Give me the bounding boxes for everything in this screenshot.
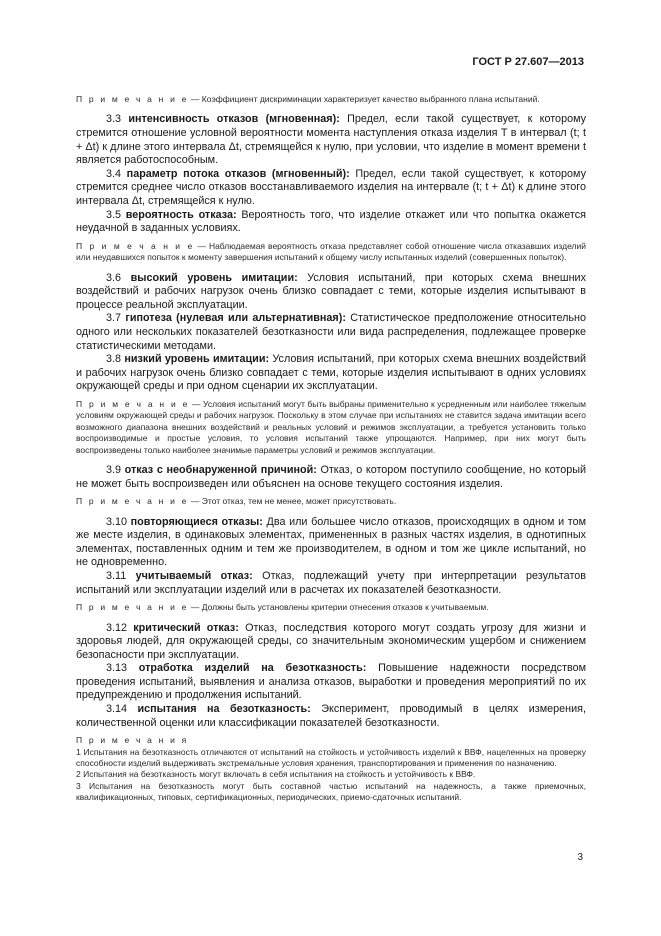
term: отказ с необнаруженной причиной: — [124, 463, 317, 476]
section-3-5: 3.5 вероятность отказа: Вероятность того, что изделие откажет или что попытка окажется неудачной в заданных условиях. — [76, 208, 586, 235]
note-text: Коэффициент дискриминации характеризует качество выбранного плана испытаний. — [201, 94, 540, 104]
section-3-3: 3.3 интенсивность отказов (мгновенная): Предел, если такой существует, к которому стремится отношение условной вероятности момента наступления отказа изделия T в интервал (t; t + Δt) к длине этого интервала Δt, стремящейся к нулю, при условии, что изделие в момент времени t является работоспособным. — [76, 113, 587, 167]
term: учитываемый отказ: — [135, 569, 253, 582]
term: параметр потока отказов (мгновенный): — [126, 167, 350, 180]
term: вероятность отказа: — [125, 208, 237, 221]
section-3-6: 3.6 высокий уровень имитации: Условия испытаний, при которых схема внешних воздействий и рабочих нагрузок очень близко совпадает с теми, которые изделия испытывают в процессе реальной эксплуатации. — [76, 271, 586, 311]
section-3-7: 3.7 гипотеза (нулевая или альтернативная): Статистическое предположение относительно одного или нескольких показателей безотказности или вида распределения, подлежащее проверке статистическими методами. — [76, 312, 587, 352]
notes-heading: П р и м е ч а н и я — [76, 735, 189, 746]
term: низкий уровень имитации: — [124, 353, 270, 366]
note: П р и м е ч а н и е — Условия испытаний могут быть выбраны применительно к усредненным или наиболее тяжелым условиям окружающей среды и рабочих нагрузок. Поскольку в этом случае при испытаниях не ставится задача имитации всего возможного диапазона внешних воздействий и реальных условий и режимов эксплуатации, а требуется установить только воспроизводимые и простые условия, то условия испытаний также упрощаются. Например, при них могут быть воспроизведены только наиболее значимые параметры условий и режимов эксплуатации. — [76, 398, 586, 455]
page-number: 3 — [577, 852, 583, 863]
term: повторяющиеся отказы: — [130, 515, 263, 528]
term: испытания на безотказность: — [137, 703, 311, 716]
note: П р и м е ч а н и е — Должны быть установлены критерии отнесения отказов к учитываемым. — [76, 602, 489, 613]
section-3-4: 3.4 параметр потока отказов (мгновенный): Предел, если такой существует, к которому стремится среднее число отказов восстанавливаемого изделия на интервале (t; t + Δt) к длине этого интервала Δt, стремящейся к нулю. — [76, 167, 587, 207]
note: П р и м е ч а н и е — Этот отказ, тем не менее, может присутствовать. — [76, 496, 397, 507]
term: интенсивность отказов (мгновенная): — [128, 113, 340, 126]
note-label: П р и м е ч а н и е — [76, 94, 189, 104]
section-3-10: 3.10 повторяющиеся отказы: Два или большее число отказов, происходящих в одном и том же месте изделия, в одинаковых элементах, примененных в разных частях изделия, в однотипных элементах, поставленных одним и тем же производителем, в одном и том же цикле испытаний, но не одновременно. — [76, 515, 586, 569]
section-3-11: 3.11 учитываемый отказ: Отказ, подлежащий учету при интерпретации результатов испытаний или эксплуатации изделий или в расчетах их показателей безотказности. — [76, 569, 587, 596]
document-header: ГОСТ Р 27.607—2013 — [472, 56, 584, 68]
section-3-12: 3.12 критический отказ: Отказ, последствия которого могут создать угрозу для жизни и здоровья людей, для окружающей среды, со значительным экономическим ущербом и снижением безопасности при эксплуатации. — [76, 621, 586, 661]
term: критический отказ: — [133, 621, 239, 634]
note-item: 2 Испытания на безотказность могут включать в себя испытания на стойкость и устойчивость к ВВФ. — [76, 769, 476, 780]
note: П р и м е ч а н и е — Коэффициент дискриминации характеризует качество выбранного плана испытаний. — [76, 94, 540, 104]
note-item: 3 Испытания на безотказность могут быть составной частью испытаний на надежность, а также приемочных, квалификационных, типовых, сертификационных, периодических, приемо-сдаточных испытаний. — [76, 780, 586, 803]
section-3-8: 3.8 низкий уровень имитации: Условия испытаний, при которых схема внешних воздействий и рабочих нагрузок очень близко совпадает с теми, которые изделия испытывают в одних условиях окружающей среды и при одном сценарии их эксплуатации. — [76, 353, 587, 393]
note-item: 1 Испытания на безотказность отличаются от испытаний на стойкость и устойчивость изделий к ВВФ, нацеленных на проверку способности изделий выдерживать экстремальные условия хранения, транспортирования и применения по назначению. — [76, 746, 586, 769]
note: П р и м е ч а н и е — Наблюдаемая вероятность отказа представляет собой отношение числа отказавших изделий или неудавшихся попыток к моменту завершения испытаний к общему числу испытанных изделий (совершенных попыток). — [76, 240, 586, 263]
section-3-9: 3.9 отказ с необнаруженной причиной: Отказ, о котором поступило сообщение, но который не может быть воспроизведен или объяснен на основе текущего состояния изделия. — [76, 463, 587, 490]
section-3-14: 3.14 испытания на безотказность: Эксперимент, проводимый в целях измерения, количественной оценки или классификации показателей безотказности. — [76, 703, 587, 729]
term: гипотеза (нулевая или альтернативная): — [125, 312, 346, 325]
section-3-13: 3.13 отработка изделий на безотказность: Повышение надежности посредством проведения испытаний, выявления и анализа отказов, выработки и проведения мероприятий по их предупреждению и продолжения испытаний. — [76, 662, 587, 702]
document-body — [76, 94, 586, 804]
term: отработка изделий на безотказность: — [138, 662, 367, 675]
term: высокий уровень имитации: — [130, 271, 298, 284]
